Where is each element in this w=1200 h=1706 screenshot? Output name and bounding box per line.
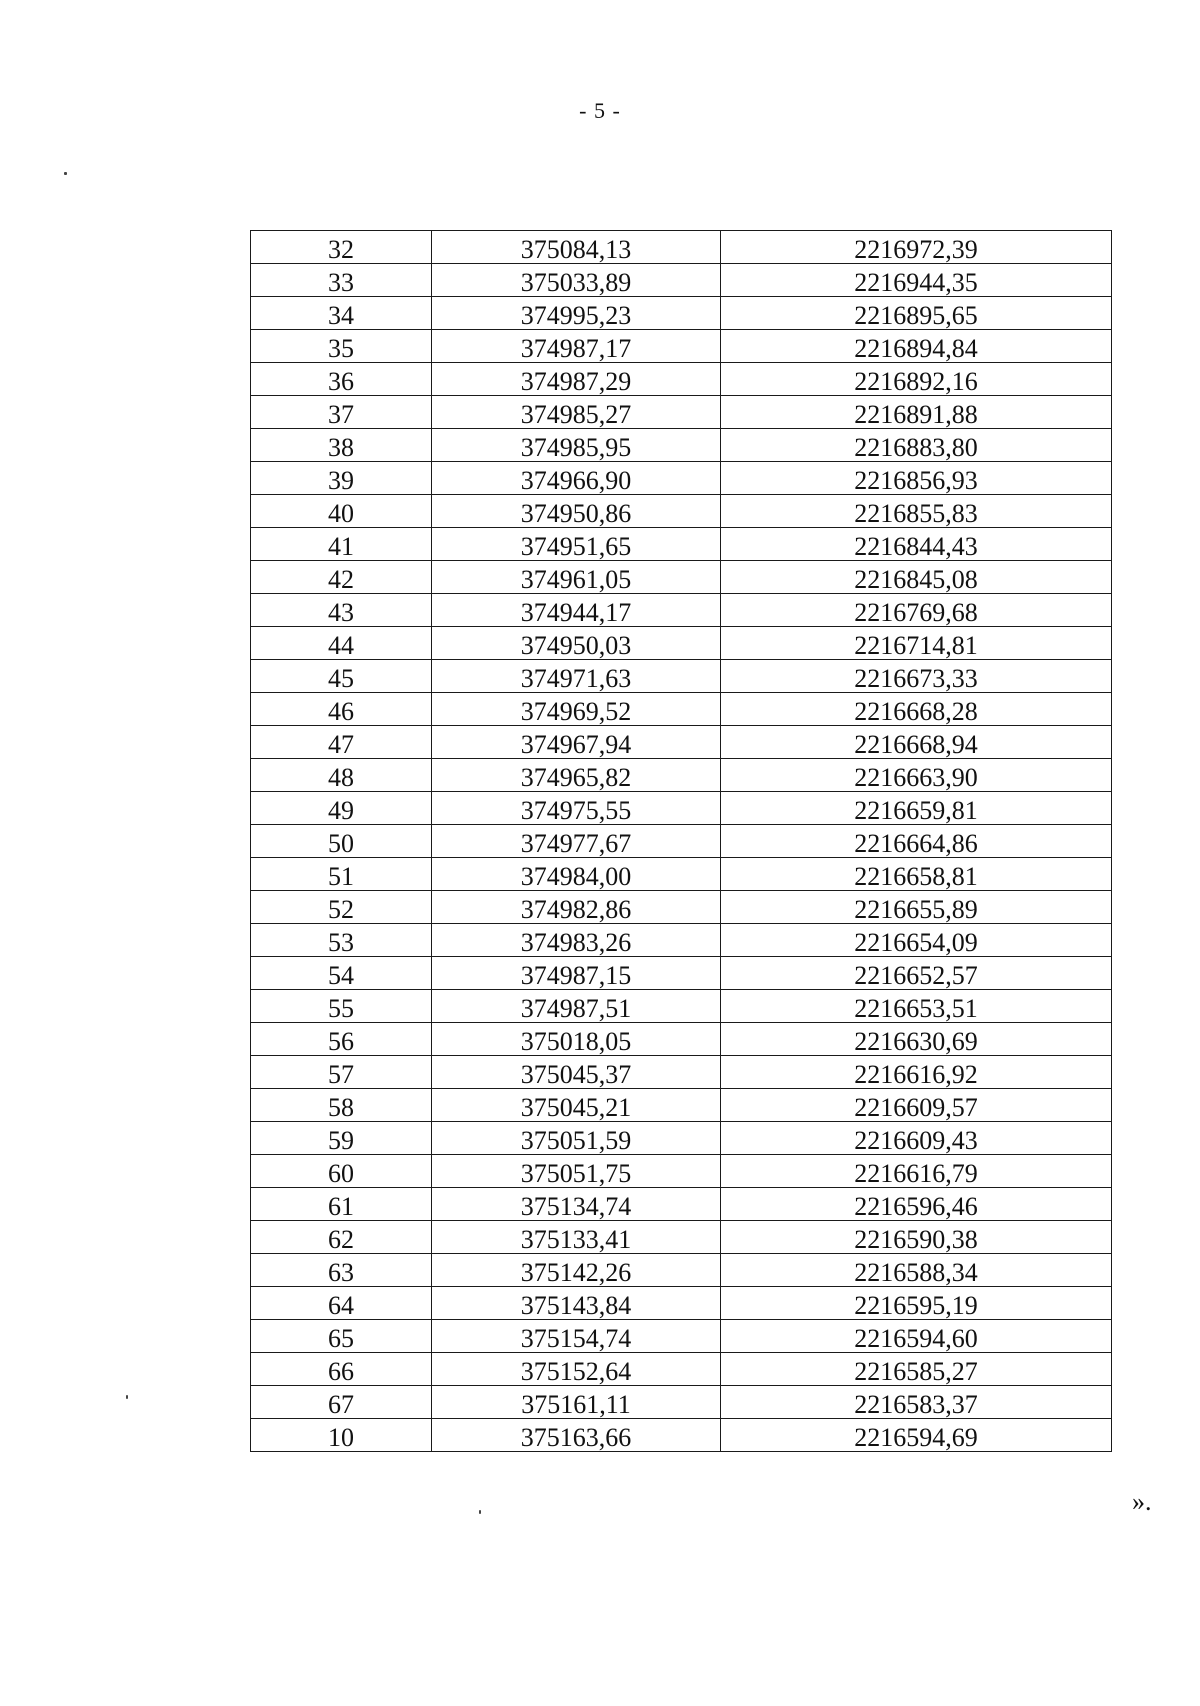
y-coordinate-cell: 2216594,69 [721,1419,1112,1452]
point-number-cell: 46 [251,693,432,726]
table-row [251,1419,1112,1452]
x-coordinate-cell: 374975,55 [432,792,721,825]
point-number-cell: 33 [251,264,432,297]
y-coordinate-cell: 2216855,83 [721,495,1112,528]
point-number-cell: 66 [251,1353,432,1386]
y-coordinate-cell: 2216895,65 [721,297,1112,330]
x-coordinate-cell: 375142,26 [432,1254,721,1287]
x-coordinate-cell: 374969,52 [432,693,721,726]
y-coordinate-cell: 2216654,09 [721,924,1112,957]
y-coordinate-cell: 2216892,16 [721,363,1112,396]
page-number: - 5 - [579,98,621,123]
x-coordinate-cell: 374983,26 [432,924,721,957]
x-coordinate-cell: 375152,64 [432,1353,721,1386]
x-coordinate-cell: 374950,86 [432,495,721,528]
table-row [251,1254,1112,1287]
x-coordinate-cell: 374967,94 [432,726,721,759]
point-number-cell: 62 [251,1221,432,1254]
scan-speck [64,172,67,175]
point-number-cell: 41 [251,528,432,561]
y-coordinate-cell: 2216596,46 [721,1188,1112,1221]
point-number-cell: 60 [251,1155,432,1188]
y-coordinate-cell: 2216655,89 [721,891,1112,924]
table-row [251,1056,1112,1089]
table-row [251,1155,1112,1188]
point-number-cell: 57 [251,1056,432,1089]
y-coordinate-cell: 2216891,88 [721,396,1112,429]
x-coordinate-cell: 374985,95 [432,429,721,462]
y-coordinate-cell: 2216658,81 [721,858,1112,891]
table-row [251,330,1112,363]
point-number-cell: 42 [251,561,432,594]
point-number-cell: 47 [251,726,432,759]
table-row [251,1122,1112,1155]
table-row [251,231,1112,264]
point-number-cell: 52 [251,891,432,924]
point-number-cell: 63 [251,1254,432,1287]
scan-speck [479,1510,481,1514]
point-number-cell: 54 [251,957,432,990]
y-coordinate-cell: 2216590,38 [721,1221,1112,1254]
point-number-cell: 49 [251,792,432,825]
y-coordinate-cell: 2216668,28 [721,693,1112,726]
closing-quote: ». [1132,1487,1152,1516]
x-coordinate-cell: 374977,67 [432,825,721,858]
x-coordinate-cell: 375134,74 [432,1188,721,1221]
x-coordinate-cell: 374985,27 [432,396,721,429]
x-coordinate-cell: 374995,23 [432,297,721,330]
x-coordinate-cell: 374987,15 [432,957,721,990]
y-coordinate-cell: 2216609,57 [721,1089,1112,1122]
point-number-cell: 45 [251,660,432,693]
y-coordinate-cell: 2216594,60 [721,1320,1112,1353]
table-row [251,924,1112,957]
point-number-cell: 35 [251,330,432,363]
y-coordinate-cell: 2216652,57 [721,957,1112,990]
x-coordinate-cell: 374951,65 [432,528,721,561]
table-row [251,957,1112,990]
x-coordinate-cell: 375018,05 [432,1023,721,1056]
table-row [251,990,1112,1023]
x-coordinate-cell: 375143,84 [432,1287,721,1320]
x-coordinate-cell: 374982,86 [432,891,721,924]
table-row [251,1089,1112,1122]
y-coordinate-cell: 2216894,84 [721,330,1112,363]
point-number-cell: 67 [251,1386,432,1419]
y-coordinate-cell: 2216668,94 [721,726,1112,759]
point-number-cell: 48 [251,759,432,792]
y-coordinate-cell: 2216663,90 [721,759,1112,792]
y-coordinate-cell: 2216845,08 [721,561,1112,594]
table-row [251,1287,1112,1320]
y-coordinate-cell: 2216673,33 [721,660,1112,693]
x-coordinate-cell: 375161,11 [432,1386,721,1419]
y-coordinate-cell: 2216944,35 [721,264,1112,297]
point-number-cell: 55 [251,990,432,1023]
y-coordinate-cell: 2216653,51 [721,990,1112,1023]
table-row [251,396,1112,429]
y-coordinate-cell: 2216583,37 [721,1386,1112,1419]
y-coordinate-cell: 2216769,68 [721,594,1112,627]
y-coordinate-cell: 2216609,43 [721,1122,1112,1155]
y-coordinate-cell: 2216664,86 [721,825,1112,858]
x-coordinate-cell: 374961,05 [432,561,721,594]
table-row [251,1221,1112,1254]
x-coordinate-cell: 375154,74 [432,1320,721,1353]
x-coordinate-cell: 375163,66 [432,1419,721,1452]
table-row [251,561,1112,594]
table-row [251,891,1112,924]
x-coordinate-cell: 375045,37 [432,1056,721,1089]
y-coordinate-cell: 2216616,92 [721,1056,1112,1089]
x-coordinate-cell: 374987,17 [432,330,721,363]
table-row [251,528,1112,561]
table-row [251,363,1112,396]
table-row [251,297,1112,330]
table-row [251,1320,1112,1353]
table-row [251,858,1112,891]
point-number-cell: 61 [251,1188,432,1221]
x-coordinate-cell: 374987,51 [432,990,721,1023]
y-coordinate-cell: 2216588,34 [721,1254,1112,1287]
table-row [251,264,1112,297]
table-row [251,1386,1112,1419]
x-coordinate-cell: 375051,59 [432,1122,721,1155]
x-coordinate-cell: 374944,17 [432,594,721,627]
point-number-cell: 34 [251,297,432,330]
table-row [251,726,1112,759]
point-number-cell: 38 [251,429,432,462]
table-row [251,759,1112,792]
point-number-cell: 58 [251,1089,432,1122]
x-coordinate-cell: 375051,75 [432,1155,721,1188]
y-coordinate-cell: 2216714,81 [721,627,1112,660]
y-coordinate-cell: 2216659,81 [721,792,1112,825]
table-row [251,660,1112,693]
point-number-cell: 51 [251,858,432,891]
point-number-cell: 64 [251,1287,432,1320]
y-coordinate-cell: 2216972,39 [721,231,1112,264]
point-number-cell: 50 [251,825,432,858]
x-coordinate-cell: 375033,89 [432,264,721,297]
x-coordinate-cell: 374984,00 [432,858,721,891]
x-coordinate-cell: 374966,90 [432,462,721,495]
table-row [251,594,1112,627]
table-row [251,1023,1112,1056]
point-number-cell: 43 [251,594,432,627]
point-number-cell: 32 [251,231,432,264]
table-row [251,462,1112,495]
table-row [251,1353,1112,1386]
x-coordinate-cell: 374950,03 [432,627,721,660]
y-coordinate-cell: 2216595,19 [721,1287,1112,1320]
y-coordinate-cell: 2216630,69 [721,1023,1112,1056]
point-number-cell: 10 [251,1419,432,1452]
point-number-cell: 37 [251,396,432,429]
point-number-cell: 53 [251,924,432,957]
point-number-cell: 59 [251,1122,432,1155]
point-number-cell: 36 [251,363,432,396]
y-coordinate-cell: 2216856,93 [721,462,1112,495]
y-coordinate-cell: 2216844,43 [721,528,1112,561]
y-coordinate-cell: 2216585,27 [721,1353,1112,1386]
table-row [251,825,1112,858]
coordinates-table-body [251,231,1112,1452]
point-number-cell: 39 [251,462,432,495]
table-row [251,792,1112,825]
scan-speck [126,1395,128,1399]
x-coordinate-cell: 374971,63 [432,660,721,693]
x-coordinate-cell: 375133,41 [432,1221,721,1254]
table-row [251,1188,1112,1221]
table-row [251,495,1112,528]
coordinates-table [250,230,1112,1452]
x-coordinate-cell: 374987,29 [432,363,721,396]
y-coordinate-cell: 2216883,80 [721,429,1112,462]
x-coordinate-cell: 374965,82 [432,759,721,792]
table-row [251,429,1112,462]
point-number-cell: 56 [251,1023,432,1056]
point-number-cell: 44 [251,627,432,660]
point-number-cell: 40 [251,495,432,528]
table-row [251,627,1112,660]
x-coordinate-cell: 375045,21 [432,1089,721,1122]
point-number-cell: 65 [251,1320,432,1353]
x-coordinate-cell: 375084,13 [432,231,721,264]
table-row [251,693,1112,726]
y-coordinate-cell: 2216616,79 [721,1155,1112,1188]
